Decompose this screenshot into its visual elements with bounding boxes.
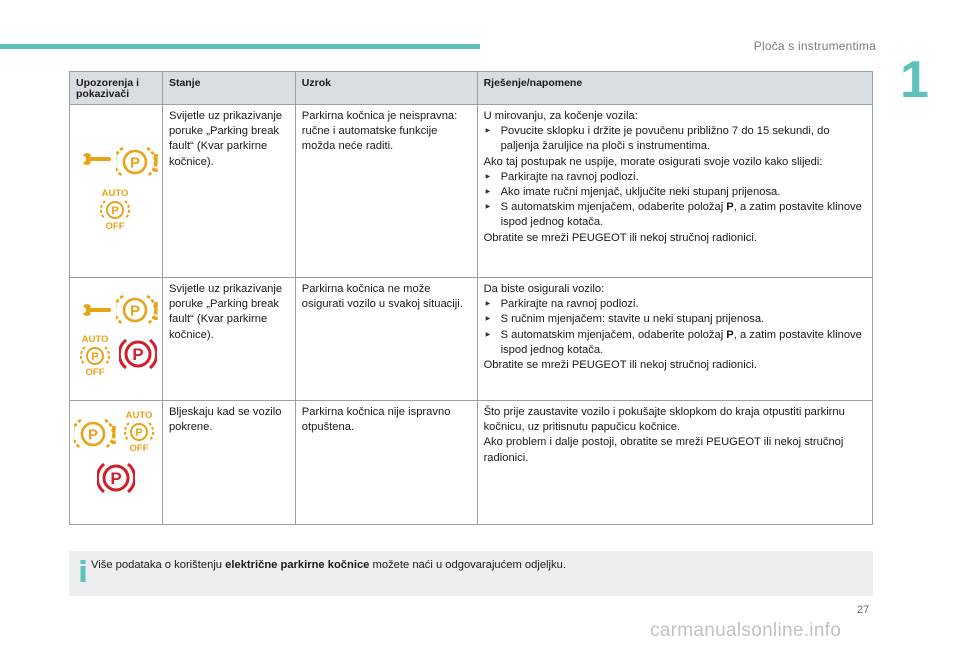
auto-p-off-icon — [78, 333, 112, 377]
warning-icons-cell — [70, 278, 163, 401]
list-item: ▶ Povucite sklopku i držite je povučenu približno 7 do 15 sekundi, do paljenja žaruljice na ploči s instrumentima. — [484, 124, 866, 154]
bullet-list — [484, 124, 866, 154]
solution-middle: Ako taj postupak ne uspije, morate osigurati svoje vozilo kako slijedi: — [483, 155, 823, 168]
auto-label: AUTO — [81, 334, 109, 345]
parking-brake-red-icon — [119, 335, 157, 373]
list-item — [484, 200, 866, 230]
auto-label: AUTO — [125, 410, 153, 421]
info-icon — [77, 560, 89, 582]
solution-outro: Obratite se mreži PEUGEOT ili nekoj stručnoj radionici. — [483, 231, 757, 244]
parking-p-letter: P — [111, 205, 119, 217]
parking-brake-exclamation-icon — [116, 293, 160, 327]
parking-p-letter: P — [110, 469, 122, 488]
info-text-bold: električne parkirne kočnice — [225, 559, 370, 571]
solution-cell — [477, 105, 872, 278]
top-accent-bar — [0, 44, 480, 49]
parking-p-letter: P — [132, 345, 144, 364]
bullet-text: S automatskim mjenjačem, odaberite položaj — [500, 201, 727, 214]
page-number: 27 — [857, 604, 870, 616]
list-item: ▶ S ručnim mjenjačem: stavite u neki stupanj prijenosa. — [484, 312, 866, 327]
off-label: OFF — [129, 443, 149, 453]
parking-brake-exclamation-icon — [74, 417, 118, 451]
state-cell: Svijetle uz prikazivanje poruke „Parking break fault“ (Kvar parkirne kočnice). — [162, 278, 295, 401]
info-text-pre: Više podataka o korištenju — [91, 559, 226, 571]
list-item: ▶ Ako imate ručni mjenjač, uključite neki stupanj prijenosa. — [484, 185, 866, 200]
solution-cell — [477, 401, 872, 525]
auto-p-off-icon — [98, 187, 132, 231]
bullet-list — [484, 297, 866, 358]
col-header-warnings: Upozorenja i pokazivači — [70, 72, 163, 105]
watermark: carmanualsonline.info — [650, 620, 842, 641]
cause-cell: Parkirna kočnica nije ispravno otpuštena. — [295, 401, 477, 525]
gear-p-label: P — [726, 201, 734, 214]
table-row — [70, 105, 873, 278]
solution-cell — [477, 278, 872, 401]
info-text-post: možete naći u odgovarajućem odjeljku. — [369, 559, 566, 571]
state-cell: Svijetle uz prikazivanje poruke „Parking break fault“ (Kvar parkirne kočnice). — [162, 105, 295, 278]
col-header-solution: Rješenje/napomene — [477, 72, 872, 105]
cause-cell: Parkirna kočnica je neispravna: ručne i automatske funkcije možda neće raditi. — [295, 105, 477, 278]
warning-icons-cell — [70, 401, 163, 525]
exclamation-mark: ! — [151, 296, 160, 326]
table-header-row — [70, 72, 873, 105]
wrench-icon — [82, 152, 112, 166]
auto-p-off-icon — [122, 409, 156, 453]
warnings-table — [69, 71, 873, 525]
bullet-text: , a zatim postavite klinove ispod jednog kotača. — [500, 201, 862, 229]
state-cell: Bljeskaju kad se vozilo pokrene. — [162, 401, 295, 525]
cause-cell: Parkirna kočnica ne može osigurati vozilo u svakoj situaciji. — [295, 278, 477, 401]
table-row — [70, 401, 873, 525]
col-header-state: Stanje — [162, 72, 295, 105]
auto-label: AUTO — [101, 188, 129, 199]
parking-p-letter: P — [129, 302, 141, 320]
parking-p-letter: P — [87, 426, 99, 444]
parking-p-letter: P — [135, 427, 143, 439]
parking-brake-exclamation-icon — [116, 145, 160, 179]
info-note — [69, 551, 873, 596]
solution-line: Ako problem i dalje postoji, obratite se mreži PEUGEOT ili nekoj stručnoj radionici. — [483, 436, 844, 464]
list-item: ▶ Parkirajte na ravnoj podlozi. — [484, 297, 866, 312]
list-item: ▶ Parkirajte na ravnoj podlozi. — [484, 170, 866, 185]
exclamation-mark: ! — [151, 148, 160, 178]
bullet-text: , a zatim postavite klinove ispod jednog kotača. — [500, 328, 862, 356]
parking-brake-red-icon — [97, 459, 135, 497]
solution-intro: Da biste osigurali vozilo: — [483, 283, 605, 295]
parking-p-letter: P — [129, 154, 141, 172]
off-label: OFF — [85, 367, 105, 377]
exclamation-mark: ! — [109, 420, 118, 450]
solution-intro: U mirovanju, za kočenje vozila: — [483, 110, 638, 122]
gear-p-label: P — [726, 328, 734, 341]
col-header-cause: Uzrok — [295, 72, 477, 105]
info-text — [91, 559, 566, 571]
chapter-number: 1 — [900, 51, 929, 109]
list-item — [484, 328, 866, 358]
warning-icons-cell — [70, 105, 163, 278]
wrench-icon — [82, 303, 112, 317]
bullet-list — [484, 170, 866, 231]
table-row — [70, 278, 873, 401]
solution-line: Što prije zaustavite vozilo i pokušajte sklopkom do kraja otpustiti parkirnu kočnicu, uz pritisnutu papučicu kočnice. — [483, 406, 845, 434]
solution-outro: Obratite se mreži PEUGEOT ili nekoj stručnoj radionici. — [483, 359, 757, 372]
section-title: Ploča s instrumentima — [753, 39, 876, 53]
parking-p-letter: P — [91, 351, 99, 363]
off-label: OFF — [105, 221, 125, 231]
bullet-text: S automatskim mjenjačem, odaberite položaj — [500, 328, 727, 341]
